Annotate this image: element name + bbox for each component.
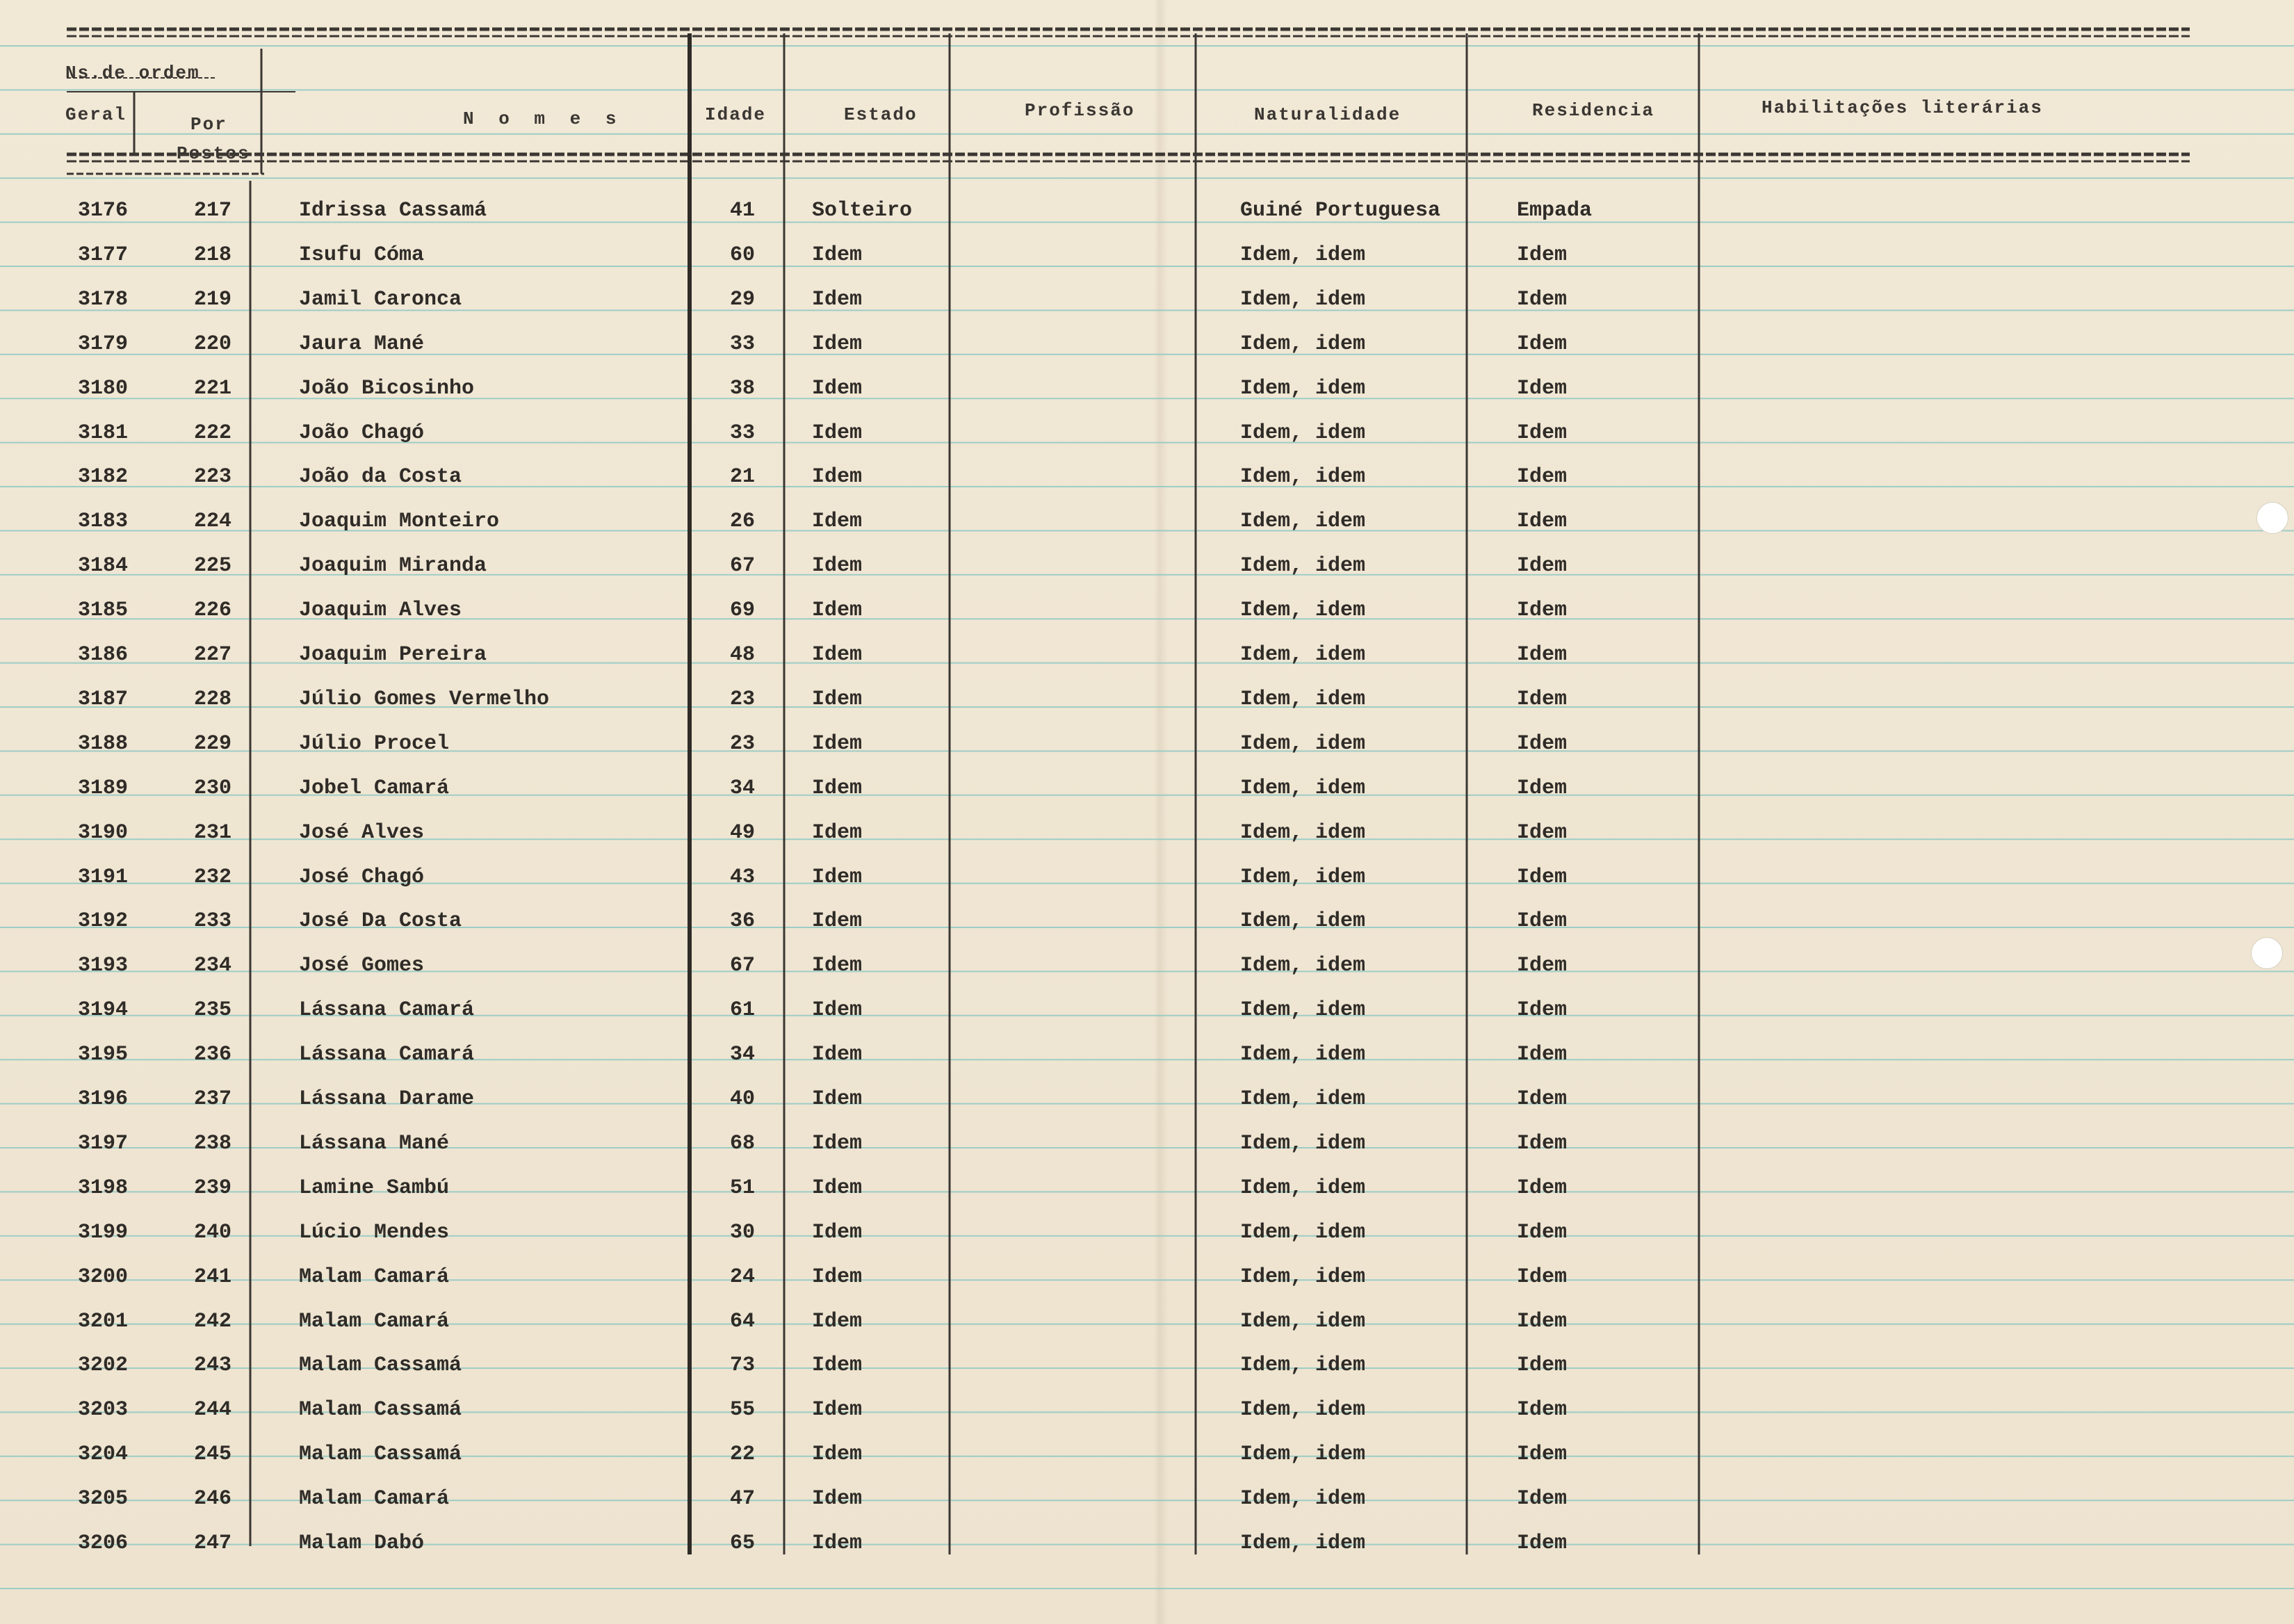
cell-estado: Idem [812,1265,863,1289]
cell-por: 219 [193,287,232,311]
cell-naturalidade: Idem, idem [1240,865,1366,889]
cell-geral: 3193 [77,954,129,978]
cell-estado: Idem [812,421,863,445]
cell-idade: 40 [729,1087,756,1111]
cell-estado: Idem [812,643,863,667]
cell-residencia: Idem [1517,421,1568,445]
cell-estado: Idem [812,554,863,578]
cell-idade: 34 [729,776,756,800]
cell-estado: Idem [812,510,863,534]
cell-idade: 23 [729,731,756,756]
cell-por: 247 [193,1532,232,1555]
cell-por: 237 [193,1087,232,1111]
cell-naturalidade: Idem, idem [1240,1532,1366,1555]
cell-estado: Idem [812,865,863,889]
cell-nome: Lássana Camará [299,998,475,1023]
cell-por: 243 [193,1354,232,1378]
cell-idade: 55 [729,1398,756,1422]
cell-estado: Idem [812,687,863,711]
cell-nome: Lássana Camará [299,1043,475,1067]
cell-idade: 61 [729,998,756,1023]
cell-residencia: Idem [1517,1354,1568,1378]
cell-idade: 29 [729,287,756,311]
cell-por: 222 [193,421,232,445]
cell-estado: Idem [812,243,863,267]
cell-geral: 3188 [77,731,129,756]
cell-nome: Júlio Procel [299,731,450,756]
cell-idade: 33 [729,421,756,445]
cell-estado: Idem [812,1532,863,1555]
cell-naturalidade: Idem, idem [1240,1220,1366,1244]
cell-por: 218 [193,243,232,267]
cell-geral: 3205 [77,1487,129,1511]
cell-por: 225 [193,554,232,578]
cell-por: 220 [193,332,232,356]
cell-nome: Lamine Sambú [299,1176,450,1200]
cell-estado: Idem [812,954,863,978]
cell-naturalidade: Idem, idem [1240,1087,1366,1111]
cell-nome: Malam Cassamá [299,1398,462,1422]
cell-idade: 60 [729,243,756,267]
cell-naturalidade: Idem, idem [1240,510,1366,534]
cell-naturalidade: Idem, idem [1240,1487,1366,1511]
cell-residencia: Idem [1517,731,1568,756]
cell-nome: João Bicosinho [299,376,475,400]
cell-idade: 49 [729,820,756,845]
cell-residencia: Idem [1517,820,1568,845]
cell-residencia: Idem [1517,1087,1568,1111]
cell-residencia: Idem [1517,1443,1568,1467]
cell-estado: Idem [812,820,863,845]
cell-por: 234 [193,954,232,978]
cell-geral: 3194 [77,998,129,1023]
header-profissao: Profissão [1025,100,1135,121]
cell-por: 224 [193,510,232,534]
cell-idade: 67 [729,554,756,578]
cell-nome: Isufu Cóma [299,243,425,267]
cell-estado: Idem [812,376,863,400]
cell-naturalidade: Idem, idem [1240,1309,1366,1333]
cell-geral: 3178 [77,287,129,311]
cell-geral: 3183 [77,510,129,534]
cell-nome: Joaquim Alves [299,599,462,623]
cell-por: 242 [193,1309,232,1333]
cell-estado: Idem [812,1443,863,1467]
cell-geral: 3179 [77,332,129,356]
cell-nome: Malam Camará [299,1265,450,1289]
header-no-ordem: Ns.de ordem [65,63,200,83]
cell-geral: 3204 [77,1443,129,1467]
cell-nome: José Da Costa [299,909,462,934]
cell-naturalidade: Idem, idem [1240,287,1366,311]
cell-idade: 51 [729,1176,756,1200]
punch-hole-top [2256,502,2288,534]
cell-nome: Lúcio Mendes [299,1220,450,1244]
cell-naturalidade: Idem, idem [1240,1043,1366,1067]
cell-residencia: Idem [1517,776,1568,800]
cell-geral: 3186 [77,643,129,667]
cell-geral: 3196 [77,1087,129,1111]
cell-naturalidade: Idem, idem [1240,687,1366,711]
cell-residencia: Idem [1517,599,1568,623]
cell-idade: 48 [729,643,756,667]
cell-naturalidade: Idem, idem [1240,776,1366,800]
cell-por: 227 [193,643,232,667]
header-estado: Estado [844,104,918,125]
cell-estado: Idem [812,1043,863,1067]
cell-naturalidade: Idem, idem [1240,998,1366,1023]
cell-por: 236 [193,1043,232,1067]
cell-por: 229 [193,731,232,756]
cell-nome: Malam Camará [299,1309,450,1333]
cell-por: 240 [193,1220,232,1244]
cell-naturalidade: Idem, idem [1240,909,1366,934]
cell-nome: José Chagó [299,865,425,889]
cell-por: 235 [193,998,232,1023]
cell-residencia: Idem [1517,1265,1568,1289]
cell-idade: 47 [729,1487,756,1511]
cell-geral: 3177 [77,243,129,267]
cell-por: 226 [193,599,232,623]
cell-idade: 38 [729,376,756,400]
cell-geral: 3180 [77,376,129,400]
cell-por: 232 [193,865,232,889]
cell-nome: Jobel Camará [299,776,450,800]
cell-estado: Idem [812,332,863,356]
cell-estado: Idem [812,287,863,311]
cell-residencia: Idem [1517,865,1568,889]
cell-naturalidade: Idem, idem [1240,332,1366,356]
cell-idade: 73 [729,1354,756,1378]
cell-naturalidade: Idem, idem [1240,643,1366,667]
cell-naturalidade: Idem, idem [1240,243,1366,267]
cell-naturalidade: Idem, idem [1240,1176,1366,1200]
header-postos: Postos [177,143,250,164]
cell-geral: 3206 [77,1532,129,1555]
cell-nome: João Chagó [299,421,425,445]
cell-naturalidade: Idem, idem [1240,954,1366,978]
cell-estado: Idem [812,599,863,623]
cell-geral: 3203 [77,1398,129,1422]
cell-por: 217 [193,199,232,222]
cell-geral: 3200 [77,1265,129,1289]
cell-nome: Idrissa Cassamá [299,199,487,222]
header-nomes: N o m e s [463,108,624,129]
cell-estado: Idem [812,1309,863,1333]
cell-geral: 3195 [77,1043,129,1067]
cell-residencia: Idem [1517,643,1568,667]
cell-residencia: Idem [1517,465,1568,489]
cell-estado: Idem [812,1176,863,1200]
cell-por: 241 [193,1265,232,1289]
cell-nome: Lássana Darame [299,1087,475,1111]
cell-naturalidade: Guiné Portuguesa [1240,199,1441,222]
cell-residencia: Idem [1517,554,1568,578]
cell-residencia: Idem [1517,510,1568,534]
header-residencia: Residencia [1532,100,1655,121]
cell-por: 221 [193,376,232,400]
cell-por: 245 [193,1443,232,1467]
cell-idade: 22 [729,1443,756,1467]
cell-por: 239 [193,1176,232,1200]
header-idade: Idade [705,104,767,125]
cell-por: 230 [193,776,232,800]
cell-geral: 3184 [77,554,129,578]
cell-naturalidade: Idem, idem [1240,820,1366,845]
cell-idade: 69 [729,599,756,623]
cell-nome: Malam Camará [299,1487,450,1511]
cell-naturalidade: Idem, idem [1240,731,1366,756]
cell-naturalidade: Idem, idem [1240,1265,1366,1289]
cell-residencia: Idem [1517,1309,1568,1333]
cell-residencia: Idem [1517,909,1568,934]
cell-geral: 3197 [77,1131,129,1155]
cell-estado: Idem [812,731,863,756]
cell-estado: Idem [812,1398,863,1422]
cell-naturalidade: Idem, idem [1240,554,1366,578]
cell-geral: 3181 [77,421,129,445]
cell-idade: 26 [729,510,756,534]
cell-residencia: Idem [1517,1043,1568,1067]
cell-geral: 3202 [77,1354,129,1378]
cell-estado: Idem [812,1487,863,1511]
cell-nome: Malam Cassamá [299,1443,462,1467]
cell-residencia: Idem [1517,1487,1568,1511]
cell-naturalidade: Idem, idem [1240,421,1366,445]
cell-estado: Idem [812,998,863,1023]
cell-idade: 23 [729,687,756,711]
cell-residencia: Idem [1517,287,1568,311]
cell-naturalidade: Idem, idem [1240,1443,1366,1467]
cell-idade: 67 [729,954,756,978]
cell-por: 231 [193,820,232,845]
cell-geral: 3182 [77,465,129,489]
cell-naturalidade: Idem, idem [1240,376,1366,400]
cell-geral: 3190 [77,820,129,845]
cell-por: 244 [193,1398,232,1422]
cell-naturalidade: Idem, idem [1240,465,1366,489]
cell-estado: Idem [812,1220,863,1244]
header-por: Por [190,114,227,135]
cell-idade: 36 [729,909,756,934]
cell-residencia: Idem [1517,243,1568,267]
cell-idade: 30 [729,1220,756,1244]
cell-residencia: Idem [1517,998,1568,1023]
cell-naturalidade: Idem, idem [1240,1398,1366,1422]
cell-geral: 3192 [77,909,129,934]
cell-nome: José Alves [299,820,425,845]
cell-nome: Jaura Mané [299,332,425,356]
cell-naturalidade: Idem, idem [1240,1131,1366,1155]
cell-residencia: Idem [1517,332,1568,356]
cell-idade: 21 [729,465,756,489]
cell-geral: 3176 [77,199,129,222]
cell-residencia: Idem [1517,1220,1568,1244]
cell-nome: José Gomes [299,954,425,978]
cell-residencia: Empada [1517,199,1593,222]
cell-estado: Solteiro [812,199,913,222]
cell-residencia: Idem [1517,954,1568,978]
cell-geral: 3199 [77,1220,129,1244]
cell-geral: 3189 [77,776,129,800]
header-naturalidade: Naturalidade [1254,104,1401,125]
cell-naturalidade: Idem, idem [1240,1354,1366,1378]
cell-por: 246 [193,1487,232,1511]
cell-estado: Idem [812,776,863,800]
cell-residencia: Idem [1517,376,1568,400]
cell-por: 233 [193,909,232,934]
cell-geral: 3187 [77,687,129,711]
cell-nome: Júlio Gomes Vermelho [299,687,550,711]
cell-nome: Malam Cassamá [299,1354,462,1378]
cell-residencia: Idem [1517,687,1568,711]
cell-estado: Idem [812,1087,863,1111]
cell-residencia: Idem [1517,1532,1568,1555]
cell-residencia: Idem [1517,1131,1568,1155]
cell-idade: 68 [729,1131,756,1155]
cell-idade: 34 [729,1043,756,1067]
cell-geral: 3185 [77,599,129,623]
cell-nome: Joaquim Monteiro [299,510,500,534]
cell-geral: 3191 [77,865,129,889]
cell-nome: Jamil Caronca [299,287,462,311]
cell-por: 228 [193,687,232,711]
cell-naturalidade: Idem, idem [1240,599,1366,623]
header-geral: Geral [65,104,127,125]
header-habilitacoes: Habilitações literárias [1762,97,2043,118]
cell-nome: João da Costa [299,465,462,489]
cell-idade: 33 [729,332,756,356]
cell-idade: 43 [729,865,756,889]
cell-residencia: Idem [1517,1176,1568,1200]
cell-por: 223 [193,465,232,489]
cell-geral: 3198 [77,1176,129,1200]
cell-nome: Lássana Mané [299,1131,450,1155]
cell-estado: Idem [812,1131,863,1155]
cell-nome: Malam Dabó [299,1532,425,1555]
cell-geral: 3201 [77,1309,129,1333]
cell-estado: Idem [812,1354,863,1378]
cell-idade: 65 [729,1532,756,1555]
cell-idade: 64 [729,1309,756,1333]
cell-por: 238 [193,1131,232,1155]
cell-nome: Joaquim Miranda [299,554,487,578]
cell-idade: 24 [729,1265,756,1289]
cell-estado: Idem [812,909,863,934]
cell-nome: Joaquim Pereira [299,643,487,667]
cell-idade: 41 [729,199,756,222]
punch-hole-bottom [2251,937,2283,969]
cell-residencia: Idem [1517,1398,1568,1422]
cell-estado: Idem [812,465,863,489]
